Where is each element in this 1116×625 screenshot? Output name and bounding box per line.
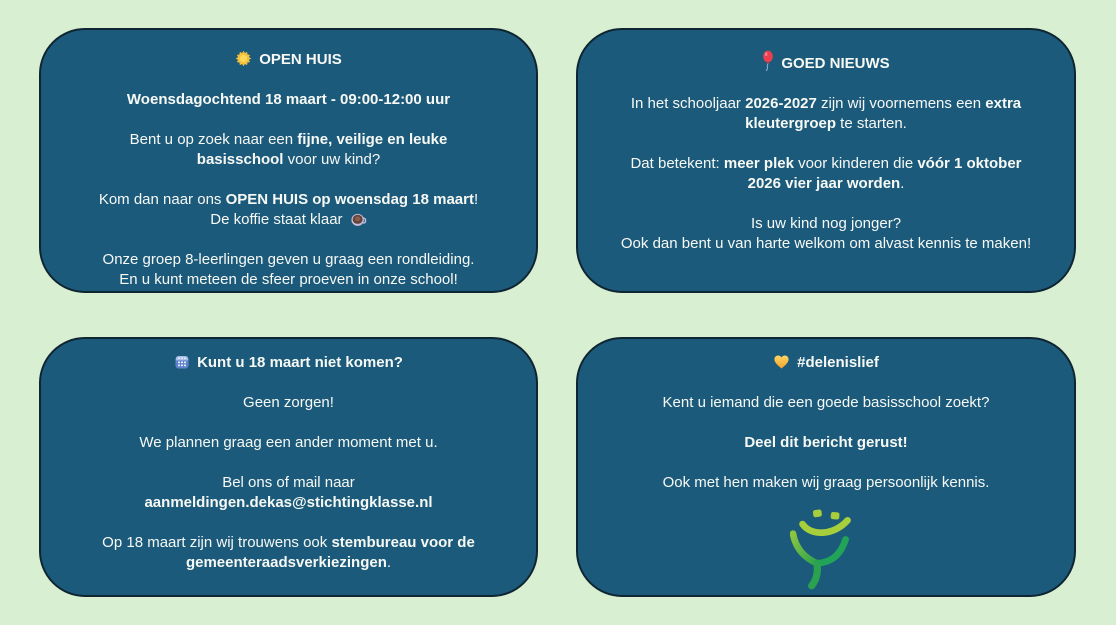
paragraph	[67, 393, 510, 413]
card-title-text: Kunt u 18 maart niet komen?	[197, 354, 403, 371]
logo-smile	[803, 520, 848, 532]
text-segment: En u kunt meteen de sfeer proeven in onze school!	[119, 271, 458, 288]
card-open-huis	[39, 28, 538, 293]
card-body	[67, 393, 510, 573]
bold-text-segment: gemeenteraadsverkiezingen	[185, 554, 387, 571]
card-title-text: #delenislief	[797, 354, 879, 371]
balloon-icon	[762, 50, 774, 71]
card-title	[604, 353, 1048, 373]
bold-text-segment: vóór 1 oktober	[917, 155, 1022, 172]
text-segment: Onze groep 8-leerlingen geven u graag een rondleiding.	[102, 251, 475, 268]
text-segment: Kent u iemand die een goede basisschool zoekt?	[662, 394, 990, 411]
paragraph	[67, 533, 510, 573]
text-segment: In het schooljaar	[630, 95, 746, 112]
card-title	[67, 353, 510, 373]
bold-text-segment: OPEN HUIS op woensdag 18 maart	[225, 191, 474, 208]
bold-text-segment: basisschool	[196, 151, 284, 168]
text-segment: !	[473, 191, 479, 208]
card-body	[604, 393, 1048, 493]
paragraph	[604, 473, 1048, 493]
bold-text-segment: 2026-2027	[745, 95, 817, 112]
text-segment: voor kinderen die	[793, 155, 918, 172]
smiling-figure-logo	[790, 505, 862, 593]
bold-text-segment: kleutergroep	[745, 115, 836, 132]
paragraph	[604, 433, 1048, 453]
text-segment: Dat betekent:	[630, 155, 724, 172]
paragraph	[604, 154, 1048, 194]
card-delenislief	[576, 337, 1076, 597]
text-segment: Ook met hen maken wij graag persoonlijk kennis.	[662, 474, 990, 491]
logo-eyes	[813, 509, 840, 519]
text-segment: .	[386, 554, 392, 571]
text-segment: Geen zorgen!	[243, 394, 334, 411]
bold-text-segment: Deel dit bericht gerust!	[744, 434, 908, 451]
bold-text-segment: extra	[985, 95, 1022, 112]
card-title-icon-slot	[773, 354, 790, 370]
text-segment: Bent u op zoek naar een	[129, 131, 298, 148]
logo-left-arm	[793, 534, 817, 564]
text-segment: te starten.	[835, 115, 907, 132]
bold-text-segment: stembureau voor de	[331, 534, 475, 551]
paragraph	[604, 94, 1048, 134]
paragraph	[604, 214, 1048, 254]
card-title-icon-slot	[235, 50, 252, 67]
paragraph	[67, 473, 510, 513]
card-title-text: GOED NIEUWS	[781, 55, 890, 72]
logo-stem	[812, 563, 818, 585]
paragraph	[67, 433, 510, 453]
heart-icon	[773, 354, 790, 370]
card-title-icon-slot	[174, 354, 190, 370]
paragraph	[67, 190, 510, 230]
bold-text-segment: meer plek	[723, 155, 794, 172]
text-segment: We plannen graag een ander moment met u.	[139, 434, 438, 451]
bold-text-segment: Woensdagochtend 18 maart - 09:00-12:00 uur	[126, 91, 451, 108]
card-title-text: OPEN HUIS	[259, 51, 342, 68]
text-segment: Ook dan bent u van harte welkom om alvast kennis te maken!	[620, 235, 1032, 252]
text-segment: .	[900, 175, 905, 192]
coffee-cup-icon	[350, 212, 367, 227]
bold-text-segment: aanmeldingen.dekas@stichtingklasse.nl	[144, 494, 433, 511]
sun-icon	[235, 50, 252, 67]
text-segment: voor uw kind?	[283, 151, 381, 168]
text-segment: Op 18 maart zijn wij trouwens ook	[102, 534, 332, 551]
text-segment: Bel ons of mail naar	[222, 474, 355, 491]
paragraph	[67, 130, 510, 170]
logo-right-arm	[817, 539, 846, 563]
bold-text-segment: 2026 vier jaar worden	[747, 175, 901, 192]
text-segment: De koffie staat klaar	[210, 211, 347, 228]
card-niet-komen	[39, 337, 538, 597]
card-body	[604, 94, 1048, 254]
calendar-icon	[174, 354, 190, 370]
paragraph	[67, 250, 510, 290]
card-goed-nieuws	[576, 28, 1076, 293]
card-body	[67, 90, 510, 290]
bold-text-segment: fijne, veilige en leuke	[297, 131, 448, 148]
card-title-icon-slot	[762, 50, 774, 71]
card-title	[604, 50, 1048, 74]
text-segment: Kom dan naar ons	[98, 191, 226, 208]
card-title	[67, 50, 510, 70]
paragraph	[604, 393, 1048, 413]
paragraph	[67, 90, 510, 110]
text-segment: Is uw kind nog jonger?	[750, 215, 902, 232]
text-segment: zijn wij voornemens een	[816, 95, 986, 112]
